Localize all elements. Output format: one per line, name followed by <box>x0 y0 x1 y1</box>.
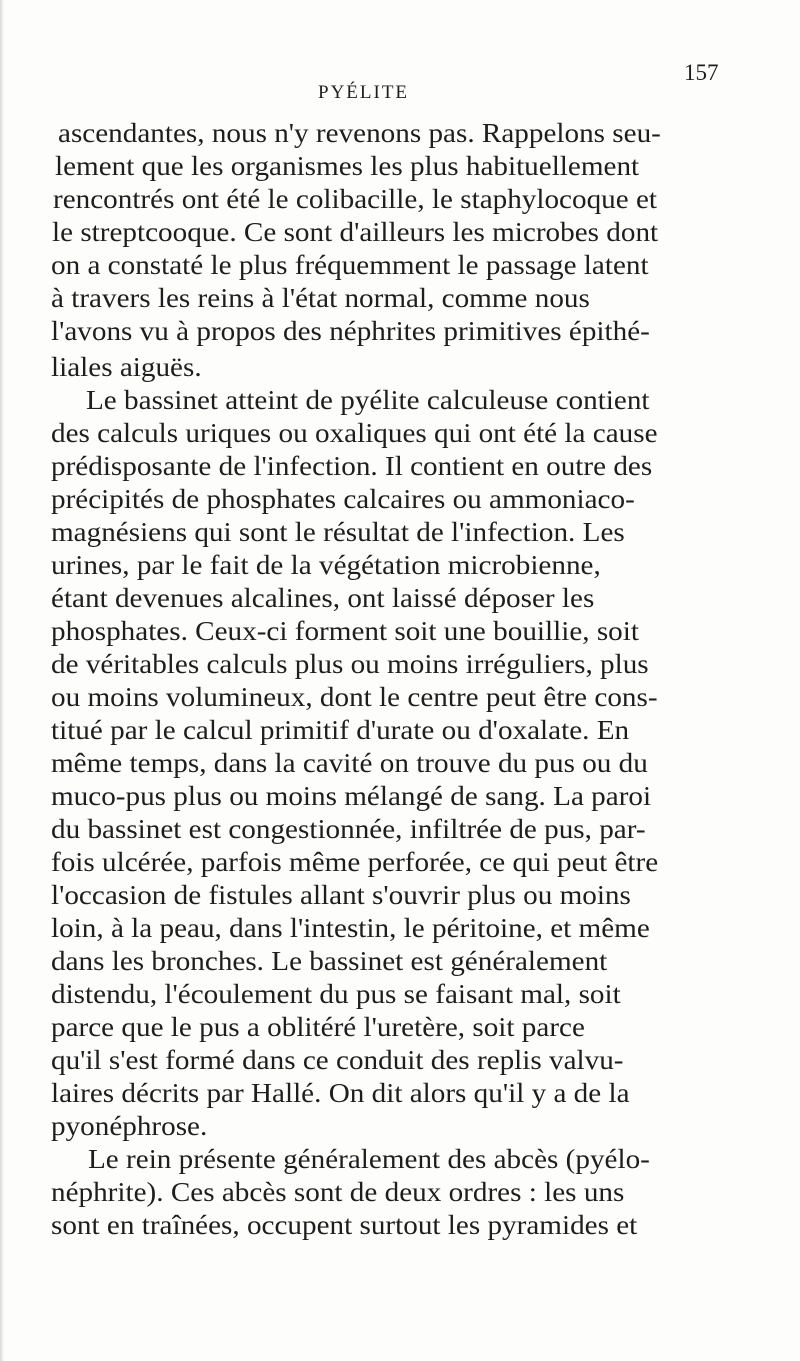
paragraph-start-line: Le bassinet atteint de pyélite calculeuse contient <box>86 385 650 415</box>
text-line: précipités de phosphates calcaires ou ammoniaco- <box>51 484 635 514</box>
text-line: liales aiguës. <box>51 352 202 382</box>
text-line: étant devenues alcalines, ont laissé déposer les <box>51 583 595 613</box>
text-line: de véritables calculs plus ou moins irréguliers, plus <box>51 649 649 679</box>
page-number: 157 <box>684 60 719 85</box>
page-header <box>0 60 800 103</box>
scan-edge-shadow <box>0 0 4 1361</box>
text-line: néphrite). Ces abcès sont de deux ordres : les uns <box>51 1177 625 1207</box>
text-line: on a constaté le plus fréquemment le passage latent <box>51 250 649 280</box>
text-line: à travers les reins à l'état normal, comme nous <box>51 283 590 313</box>
text-line: parce que le pus a oblitéré l'uretère, soit parce <box>51 1012 585 1042</box>
text-line: rencontrés ont été le colibacille, le staphylocoque et <box>53 184 658 214</box>
text-line: phosphates. Ceux-ci forment soit une bouillie, soit <box>51 616 639 646</box>
text-line: ascendantes, nous n'y revenons pas. Rappelons seu- <box>58 118 661 148</box>
text-line: dans les bronches. Le bassinet est généralement <box>51 946 608 976</box>
text-line: fois ulcérée, parfois même perforée, ce qui peut être <box>51 847 659 877</box>
text-line: urines, par le fait de la végétation microbienne, <box>51 550 601 580</box>
text-line: l'occasion de fistules allant s'ouvrir plus ou moins <box>51 880 631 910</box>
text-line: sont en traînées, occupent surtout les pyramides et <box>51 1210 638 1240</box>
text-line: qu'il s'est formé dans ce conduit des replis valvu- <box>51 1045 624 1075</box>
paragraph-start-line: Le rein présente généralement des abcès (pyélo- <box>88 1144 650 1174</box>
text-line: l'avons vu à propos des néphrites primitives épithé- <box>51 316 650 346</box>
text-line: distendu, l'écoulement du pus se faisant mal, soit <box>51 979 621 1009</box>
text-line: pyonéphrose. <box>51 1111 208 1141</box>
text-line: laires décrits par Hallé. On dit alors qu'il y a de la <box>51 1078 630 1108</box>
text-line: magnésiens qui sont le résultat de l'infection. Les <box>51 517 625 547</box>
text-line: muco-pus plus ou moins mélangé de sang. La paroi <box>51 781 652 811</box>
text-line: titué par le calcul primitif d'urate ou d'oxalate. En <box>51 715 630 745</box>
text-line: loin, à la peau, dans l'intestin, le péritoine, et même <box>51 913 650 943</box>
text-line: ou moins volumineux, dont le centre peut être cons- <box>51 682 658 712</box>
text-line: prédisposante de l'infection. Il contient en outre des <box>51 451 653 481</box>
text-line: même temps, dans la cavité on trouve du pus ou du <box>51 748 648 778</box>
text-line: des calculs uriques ou oxaliques qui ont été la cause <box>51 418 658 448</box>
text-line: du bassinet est congestionnée, infiltrée de pus, par- <box>51 814 646 844</box>
text-line: lement que les organismes les plus habituellement <box>55 151 640 181</box>
text-line: le streptcooque. Ce sont d'ailleurs les microbes dont <box>52 217 659 247</box>
running-title: PYÉLITE <box>318 82 410 103</box>
